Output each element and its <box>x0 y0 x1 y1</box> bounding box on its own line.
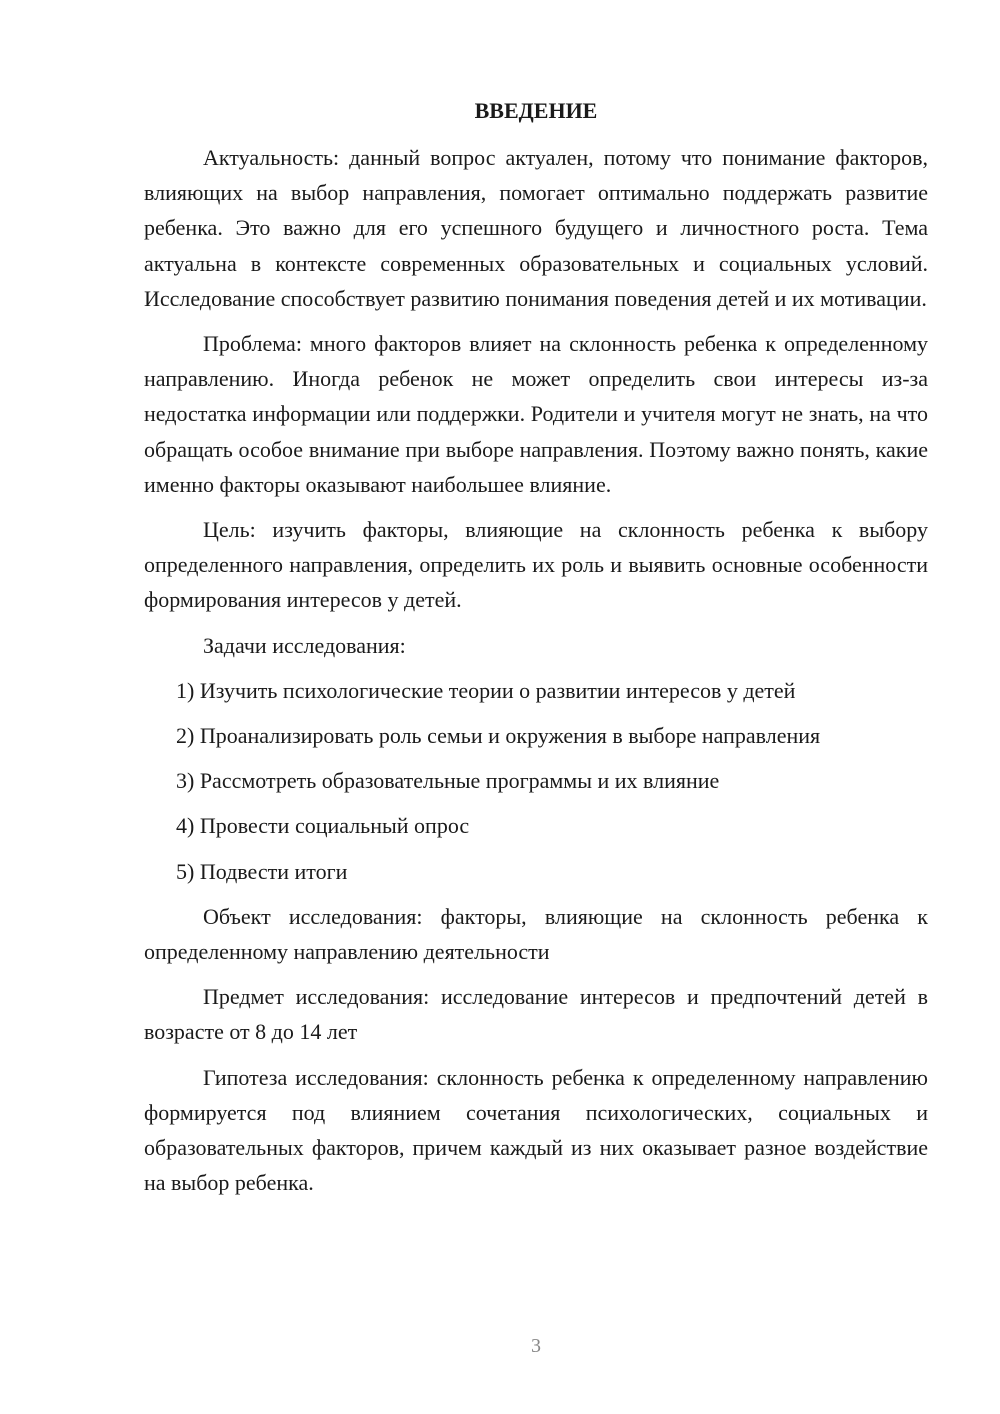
problem-paragraph: Проблема: много факторов влияет на склонность ребенка к определенному направлению. Иногда ребенок не может определить свои интересы из-за недостатка информации или поддержки. Родители и учителя могут не знать, на что обращать особое внимание при выборе направления. Поэтому важно понять, какие именно факторы оказывают наибольшее влияние. <box>144 331 928 497</box>
task-item-3: 3) Рассмотреть образовательные программы и их влияние <box>176 768 720 794</box>
goal-paragraph: Цель: изучить факторы, влияющие на склонность ребенка к выбору определенного направления, определить их роль и выявить основные особенности формирования интересов у детей. <box>144 517 928 613</box>
task-item-4: 4) Провести социальный опрос <box>176 813 470 839</box>
task-item-2: 2) Проанализировать роль семьи и окружения в выборе направления <box>176 723 821 749</box>
object-paragraph: Объект исследования: факторы, влияющие на склонность ребенка к определенному направлению деятельности <box>144 903 928 965</box>
task-item-5: 5) Подвести итоги <box>176 858 348 884</box>
task-item-1: 1) Изучить психологические теории о развитии интересов у детей <box>176 677 796 703</box>
subject-paragraph: Предмет исследования: исследование интересов и предпочтений детей в возрасте от 8 до 14 лет <box>144 984 928 1045</box>
page-number: 3 <box>531 1335 541 1357</box>
hypothesis-paragraph: Гипотеза исследования: склонность ребенка к определенному направлению формируется под влиянием сочетания психологических, социальных и образовательных факторов, причем каждый из них оказывает разное воздействие на выбор ребенка. <box>144 1064 928 1196</box>
relevance-paragraph: Актуальность: данный вопрос актуален, потому что понимание факторов, влияющих на выбор направления, помогает оптимально поддержать развитие ребенка. Это важно для его успешного будущего и личностного роста. Тема актуальна в контексте современных образовательных и социальных условий. Исследование способствует развитию понимания поведения детей и их мотивации. <box>144 145 928 311</box>
page-content <box>144 96 928 1210</box>
tasks-title: Задачи исследования: <box>203 632 406 658</box>
tasks-list <box>144 673 928 889</box>
page-heading: ВВЕДЕНИЕ <box>474 98 598 123</box>
